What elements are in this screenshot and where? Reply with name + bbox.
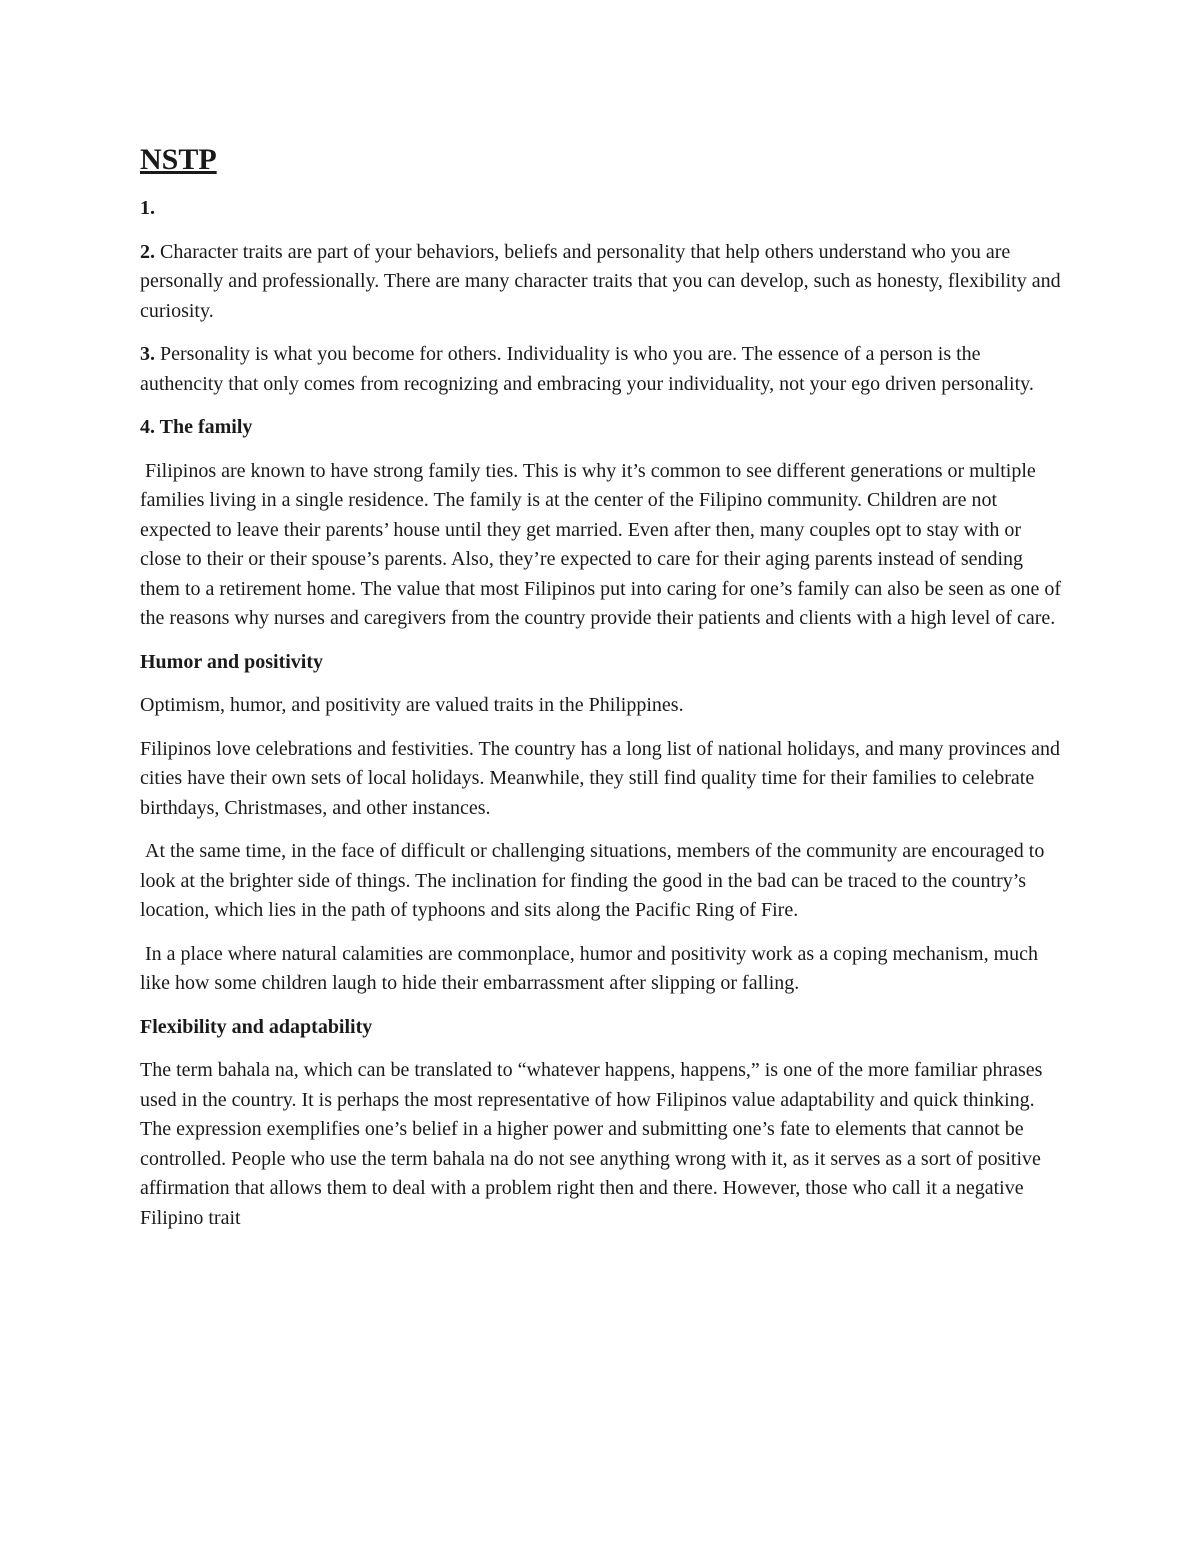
item-4-number: 4. xyxy=(140,416,155,438)
item-3-number: 3. xyxy=(140,343,155,365)
flex-paragraph: The term bahala na, which can be translated to “whatever happens, happens,” is one of the more familiar phrases used in the country. It is perhaps the most representative of how Filipinos value adaptability and quick thinking. The expression exemplifies one’s belief in a higher power and submitting one’s fate to elements that cannot be controlled. People who use the term bahala na do not see anything wrong with it, as it serves as a sort of positive affirmation that allows them to deal with a problem right then and there. However, those who call it a negative Filipino trait xyxy=(140,1059,1048,1229)
humor-heading: Humor and positivity xyxy=(140,650,323,673)
item-2-text: Character traits are part of your behaviors, beliefs and personality that help others understand who you are personally and professionally. There are many character traits that you can develop, such as honesty, flexibility and curiosity. xyxy=(140,240,1061,322)
humor-paragraph-2: Filipinos love celebrations and festivities. The country has a long list of national holidays, and many provinces and cities have their own sets of local holidays. Meanwhile, they still find quality time for their families to celebrate birthdays, Christmases, and other instances. xyxy=(140,737,1065,819)
document-page xyxy=(140,140,1065,1247)
item-3-text: Personality is what you become for others. Individuality is who you are. The essence of a person is the authencity that only comes from recognizing and embracing your individuality, not your ego driven personality. xyxy=(140,343,1034,395)
humor-paragraph-3: At the same time, in the face of difficult or challenging situations, members of the community are encouraged to look at the brighter side of things. The inclination for finding the good in the bad can be traced to the country’s location, which lies in the path of typhoons and sits along the Pacific Ring of Fire. xyxy=(140,840,1050,921)
document-title: NSTP xyxy=(140,143,217,176)
humor-paragraph-1: Optimism, humor, and positivity are valued traits in the Philippines. xyxy=(140,694,684,716)
item-1 xyxy=(140,194,1065,224)
family-paragraph: Filipinos are known to have strong family ties. This is why it’s common to see different generations or multiple families living in a single residence. The family is at the center of the Filipino community. Children are not expected to leave their parents’ house until they get married. Even after then, many couples opt to stay with or close to their or their spouse’s parents. Also, they’re expected to care for their aging parents instead of sending them to a retirement home. The value that most Filipinos put into caring for one’s family can also be seen as one of the reasons why nurses and caregivers from the country provide their patients and clients with a high level of care. xyxy=(140,459,1067,629)
item-1-number: 1. xyxy=(140,197,155,219)
item-4-text: The family xyxy=(155,416,253,438)
humor-paragraph-4: In a place where natural calamities are commonplace, humor and positivity work as a coping mechanism, much like how some children laugh to hide their embarrassment after slipping or falling. xyxy=(140,942,1044,994)
item-2 xyxy=(140,238,1065,327)
item-4-heading xyxy=(140,413,1065,443)
item-2-number: 2. xyxy=(140,240,155,263)
flex-heading: Flexibility and adaptability xyxy=(140,1015,373,1038)
item-3 xyxy=(140,340,1065,399)
